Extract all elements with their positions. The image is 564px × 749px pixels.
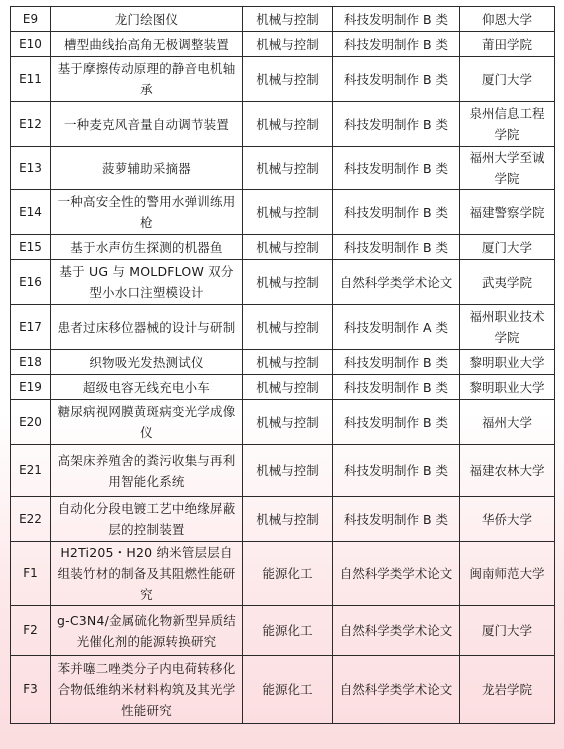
table-row — [11, 656, 555, 724]
project-school: 华侨大学 — [460, 497, 555, 542]
project-code: F1 — [11, 542, 51, 606]
project-type: 科技发明制作 B 类 — [333, 497, 460, 542]
project-school: 黎明职业大学 — [460, 350, 555, 375]
project-type: 科技发明制作 B 类 — [333, 57, 460, 102]
project-code: E11 — [11, 57, 51, 102]
project-category: 能源化工 — [243, 606, 333, 656]
project-name: 患者过床移位器械的设计与研制 — [51, 305, 243, 350]
table-row — [11, 7, 555, 32]
table-row — [11, 305, 555, 350]
table-row — [11, 57, 555, 102]
project-type: 科技发明制作 A 类 — [333, 305, 460, 350]
project-category: 机械与控制 — [243, 235, 333, 260]
project-category: 机械与控制 — [243, 147, 333, 190]
project-code: E12 — [11, 102, 51, 147]
project-code: E22 — [11, 497, 51, 542]
project-type: 自然科学类学术论文 — [333, 542, 460, 606]
project-school: 福建警察学院 — [460, 190, 555, 235]
project-category: 能源化工 — [243, 542, 333, 606]
project-category: 机械与控制 — [243, 445, 333, 497]
project-name: 一种麦克风音量自动调节装置 — [51, 102, 243, 147]
project-school: 武夷学院 — [460, 260, 555, 305]
table-row — [11, 32, 555, 57]
project-school: 黎明职业大学 — [460, 375, 555, 400]
project-category: 机械与控制 — [243, 190, 333, 235]
project-code: E14 — [11, 190, 51, 235]
project-name: 基于摩擦传动原理的静音电机轴承 — [51, 57, 243, 102]
award-table-body — [11, 7, 555, 724]
project-name: 菠萝辅助采摘器 — [51, 147, 243, 190]
project-school: 福州职业技术学院 — [460, 305, 555, 350]
project-category: 机械与控制 — [243, 497, 333, 542]
project-school: 厦门大学 — [460, 606, 555, 656]
project-type: 自然科学类学术论文 — [333, 260, 460, 305]
project-code: E20 — [11, 400, 51, 445]
project-name: 基于 UG 与 MOLDFLOW 双分型小水口注塑模设计 — [51, 260, 243, 305]
project-category: 机械与控制 — [243, 32, 333, 57]
project-school: 闽南师范大学 — [460, 542, 555, 606]
table-row — [11, 350, 555, 375]
project-category: 机械与控制 — [243, 400, 333, 445]
project-type: 科技发明制作 B 类 — [333, 147, 460, 190]
project-name: 槽型曲线抬高角无极调整装置 — [51, 32, 243, 57]
project-name: 基于水声仿生探测的机器鱼 — [51, 235, 243, 260]
table-row — [11, 375, 555, 400]
table-row — [11, 497, 555, 542]
project-category: 机械与控制 — [243, 375, 333, 400]
table-row — [11, 147, 555, 190]
table-row — [11, 190, 555, 235]
award-table — [10, 6, 555, 724]
project-name: 超级电容无线充电小车 — [51, 375, 243, 400]
project-name: 糖尿病视网膜黄斑病变光学成像仪 — [51, 400, 243, 445]
project-code: E17 — [11, 305, 51, 350]
project-category: 机械与控制 — [243, 350, 333, 375]
table-row — [11, 400, 555, 445]
project-code: E10 — [11, 32, 51, 57]
project-code: E15 — [11, 235, 51, 260]
table-row — [11, 606, 555, 656]
project-category: 机械与控制 — [243, 305, 333, 350]
project-code: F3 — [11, 656, 51, 724]
project-category: 机械与控制 — [243, 7, 333, 32]
project-name: 龙门绘图仪 — [51, 7, 243, 32]
project-type: 科技发明制作 B 类 — [333, 375, 460, 400]
project-school: 福州大学至诚学院 — [460, 147, 555, 190]
project-type: 科技发明制作 B 类 — [333, 400, 460, 445]
project-school: 莆田学院 — [460, 32, 555, 57]
project-name: 一种高安全性的警用水弹训练用枪 — [51, 190, 243, 235]
project-type: 自然科学类学术论文 — [333, 656, 460, 724]
project-category: 机械与控制 — [243, 57, 333, 102]
project-type: 科技发明制作 B 类 — [333, 102, 460, 147]
project-name: 苯并噻二唑类分子内电荷转移化合物低维纳米材料构筑及其光学性能研究 — [51, 656, 243, 724]
project-school: 泉州信息工程学院 — [460, 102, 555, 147]
project-name: H2Ti205・H20 纳米管层层自组装竹材的制备及其阻燃性能研究 — [51, 542, 243, 606]
project-name: 高架床养殖舍的粪污收集与再利用智能化系统 — [51, 445, 243, 497]
project-school: 福建农林大学 — [460, 445, 555, 497]
project-school: 厦门大学 — [460, 235, 555, 260]
project-type: 自然科学类学术论文 — [333, 606, 460, 656]
table-row — [11, 542, 555, 606]
project-type: 科技发明制作 B 类 — [333, 235, 460, 260]
project-name: 织物吸光发热测试仪 — [51, 350, 243, 375]
project-category: 机械与控制 — [243, 260, 333, 305]
project-code: E16 — [11, 260, 51, 305]
project-code: E21 — [11, 445, 51, 497]
project-code: F2 — [11, 606, 51, 656]
table-row — [11, 260, 555, 305]
project-type: 科技发明制作 B 类 — [333, 7, 460, 32]
project-code: E18 — [11, 350, 51, 375]
project-name: 自动化分段电镀工艺中绝缘屏蔽层的控制装置 — [51, 497, 243, 542]
table-row — [11, 235, 555, 260]
project-type: 科技发明制作 B 类 — [333, 445, 460, 497]
project-category: 能源化工 — [243, 656, 333, 724]
project-type: 科技发明制作 B 类 — [333, 190, 460, 235]
project-school: 仰恩大学 — [460, 7, 555, 32]
project-code: E13 — [11, 147, 51, 190]
table-row — [11, 445, 555, 497]
project-code: E19 — [11, 375, 51, 400]
project-code: E9 — [11, 7, 51, 32]
project-school: 福州大学 — [460, 400, 555, 445]
project-name: g-C3N4/金属硫化物新型异质结光催化剂的能源转换研究 — [51, 606, 243, 656]
project-type: 科技发明制作 B 类 — [333, 32, 460, 57]
project-school: 龙岩学院 — [460, 656, 555, 724]
project-type: 科技发明制作 B 类 — [333, 350, 460, 375]
project-category: 机械与控制 — [243, 102, 333, 147]
project-school: 厦门大学 — [460, 57, 555, 102]
table-row — [11, 102, 555, 147]
